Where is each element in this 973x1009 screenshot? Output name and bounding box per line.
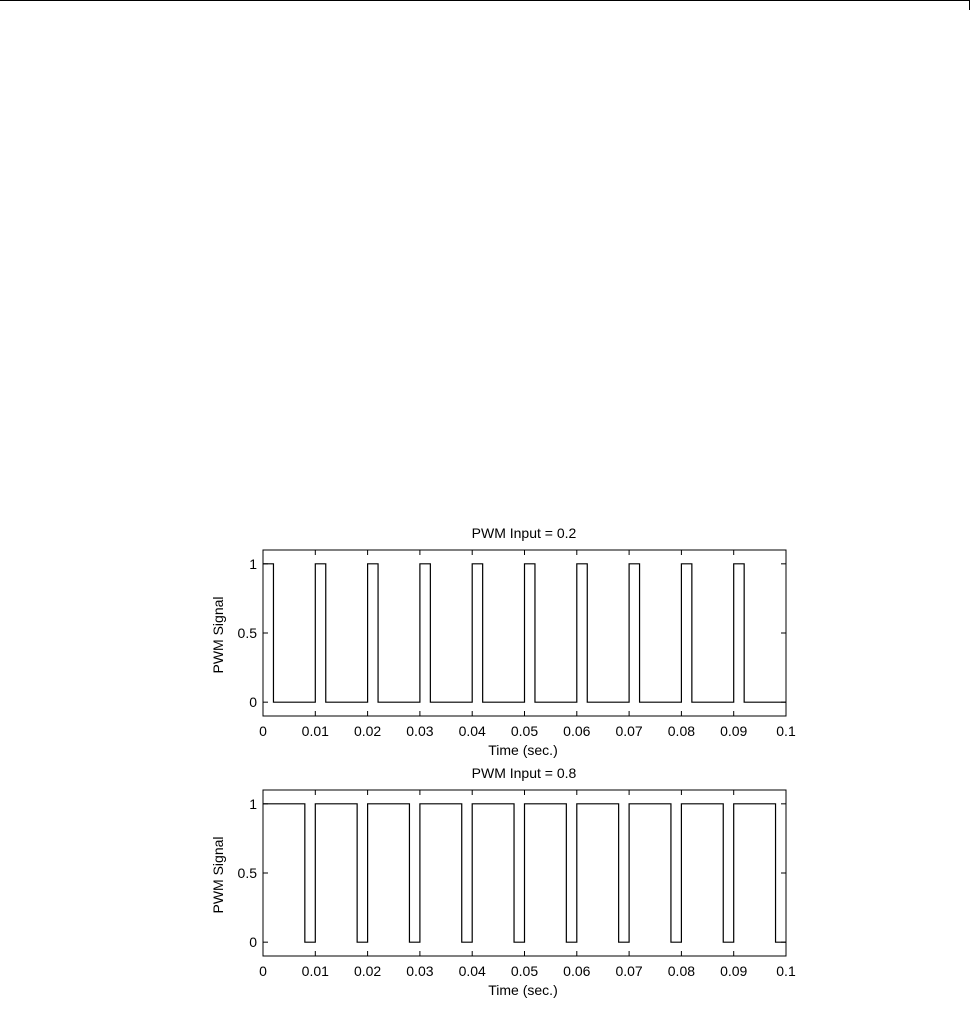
x-tick-label: 0.06	[563, 963, 591, 979]
y-tick-label: 0	[249, 934, 257, 951]
x-tick-label: 0.02	[353, 963, 382, 979]
chart-title-top: PWM Input = 0.2	[471, 525, 577, 541]
y-tick-label: 0	[249, 694, 257, 711]
x-tick-label: 0.04	[458, 723, 486, 739]
subplot-top	[210, 525, 796, 758]
x-tick-label: 0.1	[776, 723, 796, 739]
x-tick-label: 0	[259, 963, 267, 979]
x-tick-label: 0	[259, 723, 267, 739]
y-tick-label: 1	[249, 795, 257, 812]
x-tick-label: 0.04	[458, 963, 486, 979]
y-axis-label-bottom: PWM Signal	[210, 836, 226, 914]
x-tick-label: 0.05	[510, 723, 539, 739]
y-tick-label: 1	[249, 555, 257, 572]
pwm-signal-line-top	[263, 564, 786, 702]
x-axis-label-bottom: Time (sec.)	[488, 982, 558, 998]
x-tick-label: 0.01	[301, 963, 329, 979]
x-tick-label: 0.08	[667, 723, 696, 739]
x-tick-label: 0.03	[406, 723, 434, 739]
x-axis-label-top: Time (sec.)	[488, 742, 558, 758]
x-tick-label: 0.02	[353, 723, 382, 739]
subplot-bottom	[210, 765, 796, 998]
x-tick-label: 0.1	[776, 963, 796, 979]
x-tick-label: 0.09	[720, 723, 748, 739]
y-tick-label: 0.5	[237, 865, 257, 881]
x-tick-label: 0.01	[301, 723, 329, 739]
x-tick-label: 0.08	[667, 963, 696, 979]
x-tick-label: 0.07	[615, 723, 643, 739]
x-tick-label: 0.05	[510, 963, 539, 979]
x-tick-label: 0.09	[720, 963, 748, 979]
chart-title-bottom: PWM Input = 0.8	[471, 765, 577, 781]
x-tick-label: 0.06	[563, 723, 591, 739]
x-tick-label: 0.03	[406, 963, 434, 979]
y-tick-label: 0.5	[237, 625, 257, 641]
pwm-signal-line-bottom	[263, 804, 786, 942]
y-axis-label-top: PWM Signal	[210, 596, 226, 674]
x-tick-label: 0.07	[615, 963, 643, 979]
